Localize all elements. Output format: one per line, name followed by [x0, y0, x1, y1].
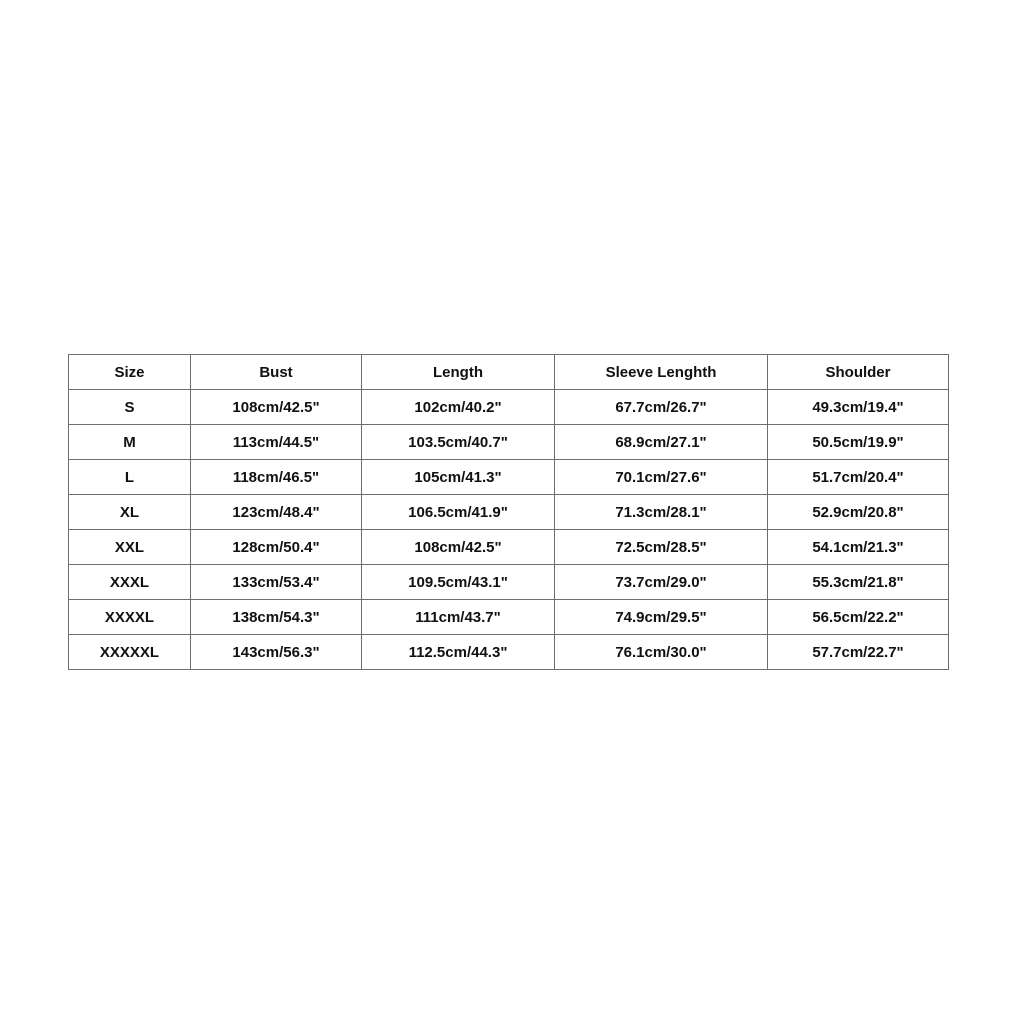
- header-size: Size: [69, 355, 191, 390]
- table-row: [69, 495, 949, 530]
- cell-bust: 108cm/42.5": [191, 390, 362, 425]
- cell-shoulder: 55.3cm/21.8": [768, 565, 949, 600]
- table-row: [69, 565, 949, 600]
- cell-bust: 128cm/50.4": [191, 530, 362, 565]
- header-row: [69, 355, 949, 390]
- cell-shoulder: 54.1cm/21.3": [768, 530, 949, 565]
- cell-sleeve-length: 74.9cm/29.5": [555, 600, 768, 635]
- cell-sleeve-length: 73.7cm/29.0": [555, 565, 768, 600]
- cell-sleeve-length: 67.7cm/26.7": [555, 390, 768, 425]
- table-row: [69, 635, 949, 670]
- cell-bust: 133cm/53.4": [191, 565, 362, 600]
- cell-sleeve-length: 72.5cm/28.5": [555, 530, 768, 565]
- cell-length: 111cm/43.7": [362, 600, 555, 635]
- size-chart-table: [68, 354, 949, 670]
- header-length: Length: [362, 355, 555, 390]
- cell-size: XXL: [69, 530, 191, 565]
- cell-size: XXXL: [69, 565, 191, 600]
- cell-size: L: [69, 460, 191, 495]
- size-chart-header: [69, 355, 949, 390]
- cell-length: 105cm/41.3": [362, 460, 555, 495]
- cell-size: S: [69, 390, 191, 425]
- cell-length: 109.5cm/43.1": [362, 565, 555, 600]
- cell-shoulder: 51.7cm/20.4": [768, 460, 949, 495]
- cell-bust: 143cm/56.3": [191, 635, 362, 670]
- cell-bust: 113cm/44.5": [191, 425, 362, 460]
- cell-sleeve-length: 76.1cm/30.0": [555, 635, 768, 670]
- size-chart-body: [69, 390, 949, 670]
- table-row: [69, 460, 949, 495]
- cell-length: 106.5cm/41.9": [362, 495, 555, 530]
- cell-length: 102cm/40.2": [362, 390, 555, 425]
- cell-length: 112.5cm/44.3": [362, 635, 555, 670]
- cell-bust: 123cm/48.4": [191, 495, 362, 530]
- cell-sleeve-length: 68.9cm/27.1": [555, 425, 768, 460]
- header-sleeve-length: Sleeve Lenghth: [555, 355, 768, 390]
- header-bust: Bust: [191, 355, 362, 390]
- cell-size: M: [69, 425, 191, 460]
- cell-shoulder: 50.5cm/19.9": [768, 425, 949, 460]
- cell-size: XXXXL: [69, 600, 191, 635]
- cell-size: XXXXXL: [69, 635, 191, 670]
- table-row: [69, 425, 949, 460]
- header-shoulder: Shoulder: [768, 355, 949, 390]
- cell-shoulder: 52.9cm/20.8": [768, 495, 949, 530]
- cell-shoulder: 49.3cm/19.4": [768, 390, 949, 425]
- cell-size: XL: [69, 495, 191, 530]
- table-row: [69, 530, 949, 565]
- cell-shoulder: 57.7cm/22.7": [768, 635, 949, 670]
- table-row: [69, 390, 949, 425]
- cell-shoulder: 56.5cm/22.2": [768, 600, 949, 635]
- cell-bust: 138cm/54.3": [191, 600, 362, 635]
- cell-length: 108cm/42.5": [362, 530, 555, 565]
- table-row: [69, 600, 949, 635]
- cell-sleeve-length: 70.1cm/27.6": [555, 460, 768, 495]
- cell-length: 103.5cm/40.7": [362, 425, 555, 460]
- cell-bust: 118cm/46.5": [191, 460, 362, 495]
- cell-sleeve-length: 71.3cm/28.1": [555, 495, 768, 530]
